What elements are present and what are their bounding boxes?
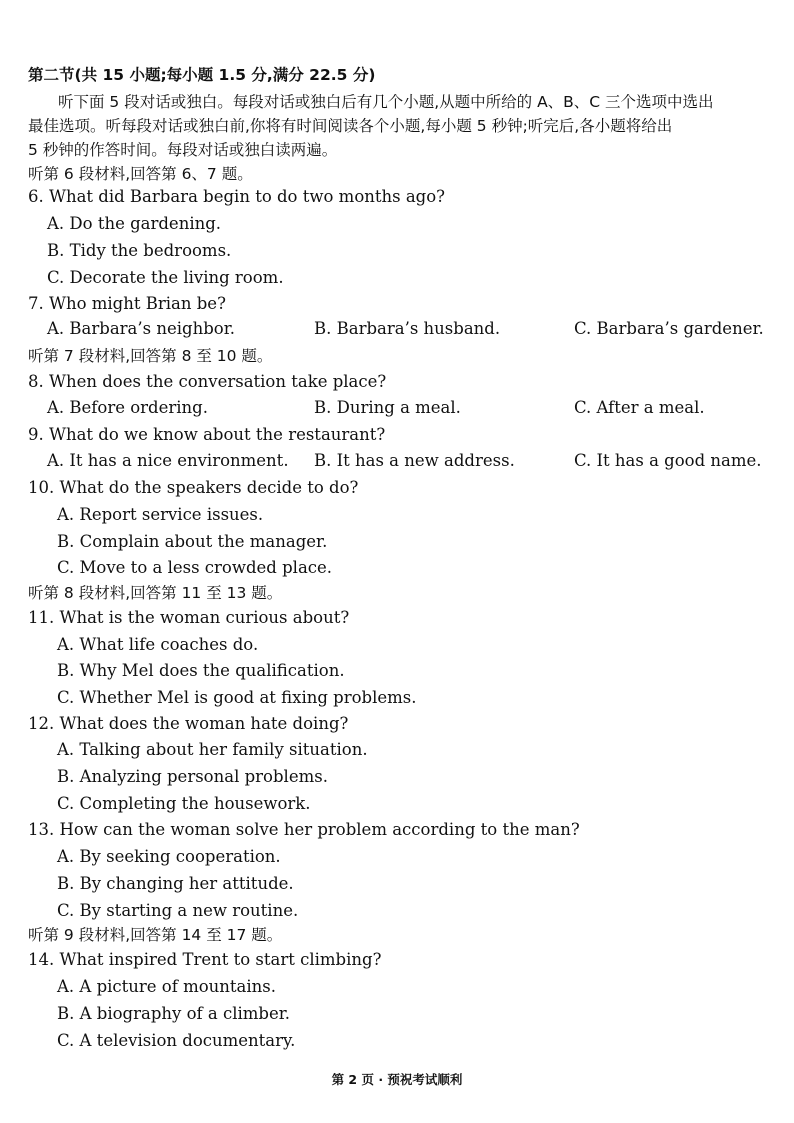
instruction-line-3: 5 秒钟的作答时间。每段对话或独白读两遍。 [28,141,338,159]
question-stem-14: 14. What inspired Trent to start climbing? [28,950,382,969]
question-9-option-b: B. It has a new address. [314,451,515,470]
question-stem-7: 7. Who might Brian be? [28,294,226,313]
question-11-option-c: C. Whether Mel is good at fixing problems. [57,688,417,707]
question-10-option-c: C. Move to a less crowded place. [57,558,333,577]
question-stem-10: 10. What do the speakers decide to do? [28,478,359,497]
material-label-9: 听第 9 段材料,回答第 14 至 17 题。 [28,926,283,944]
question-11-option-a: A. What life coaches do. [57,635,259,654]
question-stem-12: 12. What does the woman hate doing? [28,714,349,733]
question-6-option-c: C. Decorate the living room. [47,268,284,287]
material-label-6: 听第 6 段材料,回答第 6、7 题。 [28,165,253,183]
question-10-option-a: A. Report service issues. [57,505,264,524]
material-label-7: 听第 7 段材料,回答第 8 至 10 题。 [28,347,273,365]
question-6-option-b: B. Tidy the bedrooms. [47,241,232,260]
question-10-option-b: B. Complain about the manager. [57,532,328,551]
question-8-option-c: C. After a meal. [574,398,705,417]
instruction-line-2: 最佳选项。听每段对话或独白前,你将有时间阅读各个小题,每小题 5 秒钟;听完后,各小题将给出 [28,117,673,135]
instruction-line-1: 听下面 5 段对话或独白。每段对话或独白后有几个小题,从题中所给的 A、B、C 三个选项中选出 [58,93,714,111]
question-11-option-b: B. Why Mel does the qualification. [57,661,345,680]
question-14-option-a: A. A picture of mountains. [57,977,277,996]
question-9-option-a: A. It has a nice environment. [47,451,289,470]
question-7-option-a: A. Barbara’s neighbor. [47,319,236,338]
question-7-option-b: B. Barbara’s husband. [314,319,501,338]
page-footer: 第 2 页 · 预祝考试顺利 [331,1072,463,1087]
question-13-option-c: C. By starting a new routine. [57,901,299,920]
question-8-option-b: B. During a meal. [314,398,461,417]
question-stem-6: 6. What did Barbara begin to do two months ago? [28,187,446,206]
question-12-option-a: A. Talking about her family situation. [57,740,368,759]
question-12-option-c: C. Completing the housework. [57,794,311,813]
question-9-option-c: C. It has a good name. [574,451,762,470]
question-8-option-a: A. Before ordering. [47,398,208,417]
question-stem-13: 13. How can the woman solve her problem according to the man? [28,820,580,839]
question-13-option-a: A. By seeking cooperation. [57,847,281,866]
question-14-option-b: B. A biography of a climber. [57,1004,291,1023]
question-6-option-a: A. Do the gardening. [47,214,222,233]
question-stem-8: 8. When does the conversation take place? [28,372,387,391]
section-heading: 第二节(共 15 小题;每小题 1.5 分,满分 22.5 分) [28,66,376,84]
question-13-option-b: B. By changing her attitude. [57,874,294,893]
question-12-option-b: B. Analyzing personal problems. [57,767,328,786]
material-label-8: 听第 8 段材料,回答第 11 至 13 题。 [28,584,283,602]
question-stem-9: 9. What do we know about the restaurant? [28,425,386,444]
question-stem-11: 11. What is the woman curious about? [28,608,350,627]
question-7-option-c: C. Barbara’s gardener. [574,319,764,338]
question-14-option-c: C. A television documentary. [57,1031,296,1050]
